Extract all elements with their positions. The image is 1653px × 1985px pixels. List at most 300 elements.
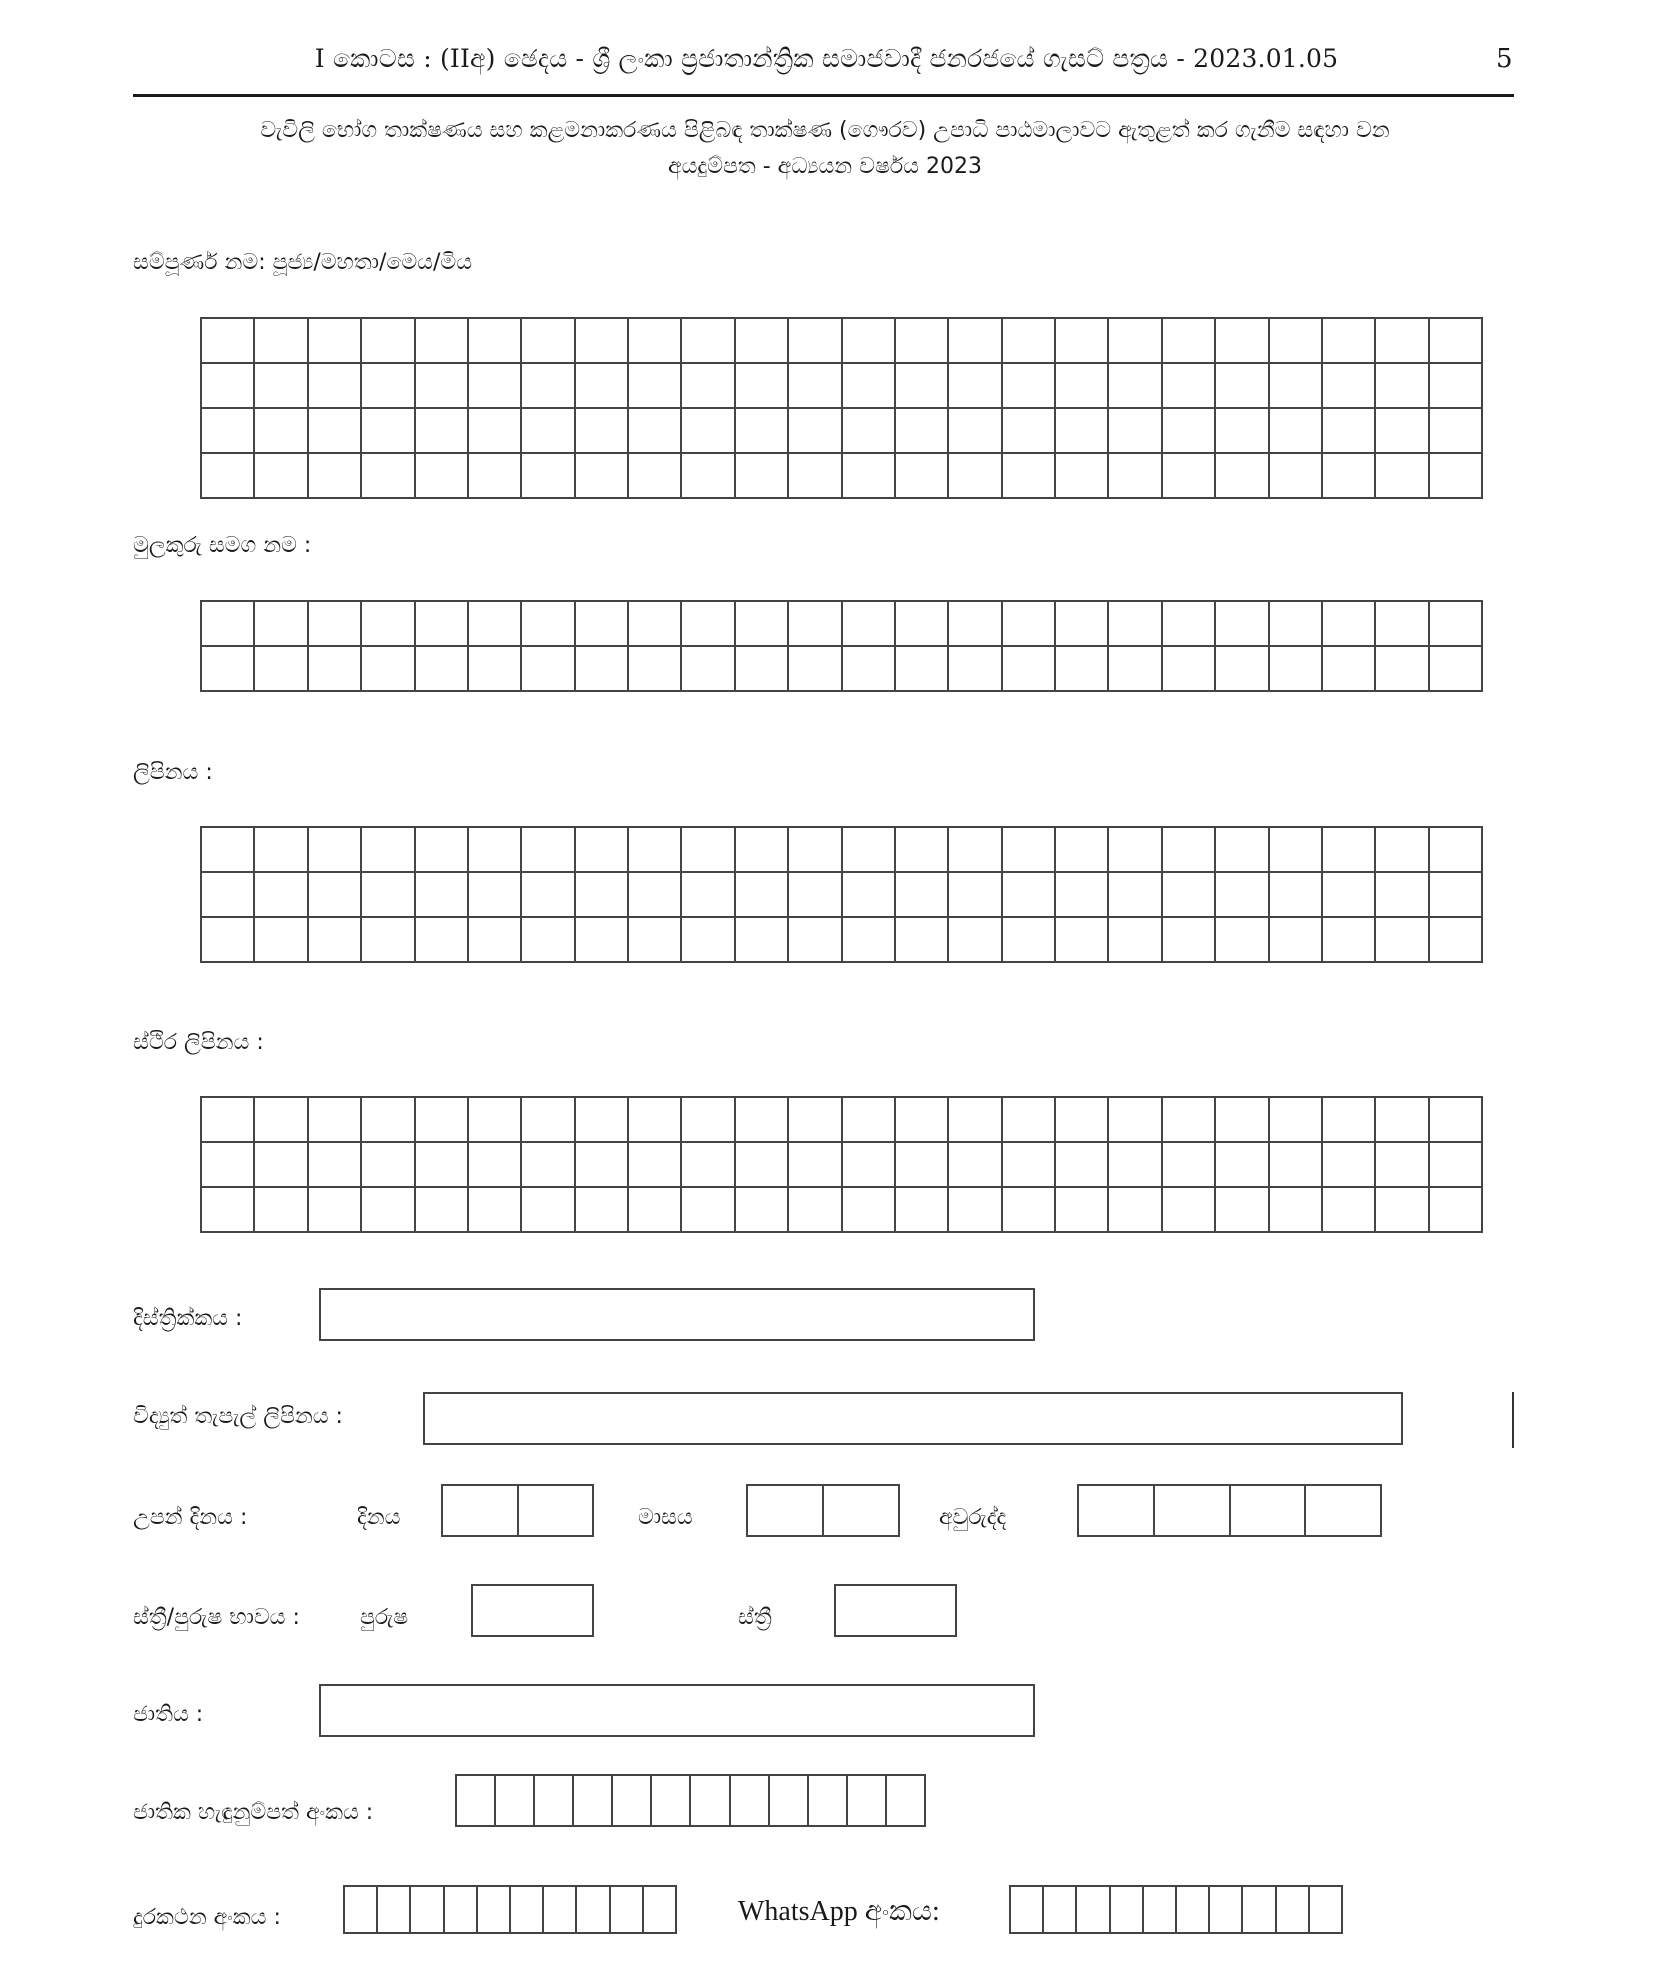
dob-year-digit[interactable] (1155, 1486, 1231, 1535)
char-box[interactable] (255, 828, 308, 873)
digit-box[interactable] (1243, 1887, 1276, 1932)
char-box[interactable] (896, 873, 949, 918)
char-box[interactable] (789, 602, 842, 647)
char-box[interactable] (1056, 364, 1109, 409)
char-box[interactable] (362, 319, 415, 364)
digit-box[interactable] (1044, 1887, 1077, 1932)
male-checkbox[interactable] (471, 1584, 594, 1637)
char-box[interactable] (416, 873, 469, 918)
email-field[interactable] (423, 1392, 1403, 1445)
char-box[interactable] (255, 647, 308, 692)
char-box[interactable] (1216, 1188, 1269, 1233)
char-box[interactable] (789, 873, 842, 918)
char-box[interactable] (1323, 319, 1376, 364)
digit-box[interactable] (691, 1776, 730, 1825)
char-box[interactable] (576, 647, 629, 692)
char-box[interactable] (469, 454, 522, 499)
char-box[interactable] (1430, 409, 1483, 454)
char-box[interactable] (1323, 454, 1376, 499)
char-box[interactable] (1163, 409, 1216, 454)
dob-day-digit[interactable] (443, 1486, 519, 1535)
char-box[interactable] (576, 319, 629, 364)
digit-box[interactable] (770, 1776, 809, 1825)
char-box[interactable] (576, 1098, 629, 1143)
char-box[interactable] (843, 918, 896, 963)
char-box[interactable] (309, 918, 362, 963)
char-box[interactable] (1270, 454, 1323, 499)
char-box[interactable] (576, 602, 629, 647)
char-box[interactable] (1430, 1098, 1483, 1143)
char-box[interactable] (843, 602, 896, 647)
char-box[interactable] (1270, 1098, 1323, 1143)
digit-box[interactable] (345, 1887, 378, 1932)
char-box[interactable] (1003, 918, 1056, 963)
char-box[interactable] (949, 873, 1002, 918)
char-box[interactable] (843, 828, 896, 873)
char-box[interactable] (1109, 1098, 1162, 1143)
char-box[interactable] (896, 319, 949, 364)
char-box[interactable] (949, 602, 1002, 647)
char-box[interactable] (1216, 1098, 1269, 1143)
char-box[interactable] (789, 647, 842, 692)
char-box[interactable] (1109, 602, 1162, 647)
char-box[interactable] (682, 828, 735, 873)
char-box[interactable] (309, 1143, 362, 1188)
char-box[interactable] (576, 828, 629, 873)
char-box[interactable] (1109, 454, 1162, 499)
char-box[interactable] (362, 873, 415, 918)
char-box[interactable] (1003, 454, 1056, 499)
digit-box[interactable] (478, 1887, 511, 1932)
char-box[interactable] (789, 1098, 842, 1143)
char-box[interactable] (1376, 602, 1429, 647)
char-box[interactable] (202, 364, 255, 409)
char-box[interactable] (1056, 319, 1109, 364)
char-box[interactable] (1430, 602, 1483, 647)
char-box[interactable] (843, 364, 896, 409)
char-box[interactable] (416, 1098, 469, 1143)
char-box[interactable] (1323, 828, 1376, 873)
char-box[interactable] (362, 1143, 415, 1188)
char-box[interactable] (309, 647, 362, 692)
char-box[interactable] (309, 828, 362, 873)
char-box[interactable] (416, 918, 469, 963)
char-box[interactable] (789, 1143, 842, 1188)
char-box[interactable] (416, 454, 469, 499)
digit-box[interactable] (731, 1776, 770, 1825)
char-box[interactable] (1056, 602, 1109, 647)
char-box[interactable] (1163, 647, 1216, 692)
char-box[interactable] (309, 1188, 362, 1233)
char-box[interactable] (1056, 1188, 1109, 1233)
char-box[interactable] (843, 647, 896, 692)
char-box[interactable] (202, 1143, 255, 1188)
char-box[interactable] (682, 1188, 735, 1233)
digit-box[interactable] (809, 1776, 848, 1825)
char-box[interactable] (362, 647, 415, 692)
char-box[interactable] (1270, 364, 1323, 409)
dob-month-boxes[interactable] (746, 1484, 900, 1537)
char-box[interactable] (202, 602, 255, 647)
char-box[interactable] (629, 1143, 682, 1188)
char-box[interactable] (1216, 918, 1269, 963)
char-box[interactable] (1323, 602, 1376, 647)
char-box[interactable] (576, 409, 629, 454)
char-box[interactable] (255, 1098, 308, 1143)
char-box[interactable] (1056, 647, 1109, 692)
char-box[interactable] (1430, 1143, 1483, 1188)
char-box[interactable] (469, 873, 522, 918)
char-box[interactable] (736, 918, 789, 963)
char-box[interactable] (1003, 409, 1056, 454)
char-box[interactable] (202, 409, 255, 454)
char-box[interactable] (255, 364, 308, 409)
char-box[interactable] (736, 319, 789, 364)
char-box[interactable] (1376, 1188, 1429, 1233)
char-box[interactable] (309, 364, 362, 409)
char-box[interactable] (522, 1188, 575, 1233)
char-box[interactable] (469, 828, 522, 873)
digit-box[interactable] (577, 1887, 610, 1932)
char-box[interactable] (576, 873, 629, 918)
char-box[interactable] (736, 364, 789, 409)
char-box[interactable] (469, 1143, 522, 1188)
char-box[interactable] (682, 918, 735, 963)
char-box[interactable] (949, 1188, 1002, 1233)
char-box[interactable] (522, 828, 575, 873)
char-box[interactable] (202, 1098, 255, 1143)
char-box[interactable] (1270, 1188, 1323, 1233)
char-box[interactable] (362, 602, 415, 647)
char-box[interactable] (1270, 602, 1323, 647)
dob-day-digit[interactable] (519, 1486, 593, 1535)
char-box[interactable] (736, 647, 789, 692)
char-box[interactable] (416, 647, 469, 692)
char-box[interactable] (736, 602, 789, 647)
char-box[interactable] (896, 647, 949, 692)
char-box[interactable] (629, 364, 682, 409)
char-box[interactable] (1216, 1143, 1269, 1188)
digit-box[interactable] (1177, 1887, 1210, 1932)
char-box[interactable] (362, 409, 415, 454)
char-box[interactable] (522, 873, 575, 918)
char-box[interactable] (789, 828, 842, 873)
char-box[interactable] (682, 1098, 735, 1143)
digit-box[interactable] (1077, 1887, 1110, 1932)
char-box[interactable] (202, 1188, 255, 1233)
char-box[interactable] (1376, 364, 1429, 409)
char-box[interactable] (416, 828, 469, 873)
char-box[interactable] (1376, 918, 1429, 963)
char-box[interactable] (469, 1188, 522, 1233)
char-box[interactable] (1376, 454, 1429, 499)
char-box[interactable] (522, 364, 575, 409)
char-box[interactable] (1163, 602, 1216, 647)
char-box[interactable] (896, 602, 949, 647)
char-box[interactable] (362, 1098, 415, 1143)
district-field[interactable] (319, 1288, 1035, 1341)
char-box[interactable] (629, 454, 682, 499)
char-box[interactable] (1376, 1098, 1429, 1143)
char-box[interactable] (309, 873, 362, 918)
char-box[interactable] (522, 647, 575, 692)
dob-year-boxes[interactable] (1077, 1484, 1382, 1537)
char-box[interactable] (309, 602, 362, 647)
char-box[interactable] (1430, 918, 1483, 963)
char-box[interactable] (896, 364, 949, 409)
char-box[interactable] (1056, 828, 1109, 873)
char-box[interactable] (1270, 647, 1323, 692)
char-box[interactable] (896, 918, 949, 963)
digit-box[interactable] (652, 1776, 691, 1825)
char-box[interactable] (1003, 1143, 1056, 1188)
char-box[interactable] (682, 454, 735, 499)
char-box[interactable] (629, 602, 682, 647)
digit-box[interactable] (613, 1776, 652, 1825)
dob-month-digit[interactable] (748, 1486, 824, 1535)
char-box[interactable] (682, 873, 735, 918)
digit-box[interactable] (574, 1776, 613, 1825)
char-box[interactable] (949, 647, 1002, 692)
char-box[interactable] (682, 319, 735, 364)
char-box[interactable] (1430, 647, 1483, 692)
char-box[interactable] (1163, 1143, 1216, 1188)
char-box[interactable] (1430, 319, 1483, 364)
char-box[interactable] (202, 454, 255, 499)
char-box[interactable] (416, 319, 469, 364)
char-box[interactable] (309, 454, 362, 499)
char-box[interactable] (1323, 1188, 1376, 1233)
char-box[interactable] (1430, 873, 1483, 918)
char-box[interactable] (309, 1098, 362, 1143)
char-box[interactable] (1270, 409, 1323, 454)
nic-boxes[interactable] (455, 1774, 926, 1827)
char-box[interactable] (1109, 409, 1162, 454)
char-box[interactable] (469, 364, 522, 409)
char-box[interactable] (1109, 873, 1162, 918)
char-box[interactable] (736, 1143, 789, 1188)
char-box[interactable] (309, 319, 362, 364)
char-box[interactable] (1216, 873, 1269, 918)
digit-box[interactable] (511, 1887, 544, 1932)
char-box[interactable] (1163, 1098, 1216, 1143)
char-box[interactable] (469, 602, 522, 647)
char-box[interactable] (1376, 1143, 1429, 1188)
char-box[interactable] (789, 319, 842, 364)
char-box[interactable] (362, 364, 415, 409)
char-box[interactable] (896, 1143, 949, 1188)
char-box[interactable] (949, 1098, 1002, 1143)
char-box[interactable] (1270, 828, 1323, 873)
char-box[interactable] (362, 454, 415, 499)
digit-box[interactable] (411, 1887, 444, 1932)
char-box[interactable] (522, 602, 575, 647)
char-box[interactable] (1003, 1188, 1056, 1233)
digit-box[interactable] (535, 1776, 574, 1825)
char-box[interactable] (682, 364, 735, 409)
char-box[interactable] (1163, 319, 1216, 364)
char-box[interactable] (1430, 364, 1483, 409)
char-box[interactable] (416, 1143, 469, 1188)
char-box[interactable] (1323, 647, 1376, 692)
char-box[interactable] (1216, 319, 1269, 364)
char-box[interactable] (1376, 873, 1429, 918)
char-box[interactable] (362, 918, 415, 963)
char-box[interactable] (843, 454, 896, 499)
digit-box[interactable] (378, 1887, 411, 1932)
full-name-grid[interactable] (200, 317, 1483, 499)
char-box[interactable] (255, 602, 308, 647)
char-box[interactable] (789, 409, 842, 454)
dob-year-digit[interactable] (1306, 1486, 1380, 1535)
char-box[interactable] (843, 1098, 896, 1143)
char-box[interactable] (949, 364, 1002, 409)
char-box[interactable] (255, 918, 308, 963)
char-box[interactable] (629, 828, 682, 873)
char-box[interactable] (255, 1143, 308, 1188)
char-box[interactable] (1270, 873, 1323, 918)
dob-year-digit[interactable] (1079, 1486, 1155, 1535)
char-box[interactable] (1270, 319, 1323, 364)
char-box[interactable] (416, 1188, 469, 1233)
char-box[interactable] (789, 918, 842, 963)
char-box[interactable] (362, 1188, 415, 1233)
char-box[interactable] (469, 409, 522, 454)
char-box[interactable] (1323, 873, 1376, 918)
char-box[interactable] (1003, 364, 1056, 409)
char-box[interactable] (1323, 918, 1376, 963)
char-box[interactable] (843, 319, 896, 364)
char-box[interactable] (522, 1098, 575, 1143)
char-box[interactable] (522, 319, 575, 364)
char-box[interactable] (576, 1143, 629, 1188)
dob-month-digit[interactable] (824, 1486, 898, 1535)
char-box[interactable] (522, 454, 575, 499)
digit-box[interactable] (1210, 1887, 1243, 1932)
char-box[interactable] (1003, 602, 1056, 647)
char-box[interactable] (629, 409, 682, 454)
char-box[interactable] (629, 918, 682, 963)
char-box[interactable] (1376, 647, 1429, 692)
char-box[interactable] (1163, 364, 1216, 409)
char-box[interactable] (469, 319, 522, 364)
char-box[interactable] (1163, 873, 1216, 918)
char-box[interactable] (789, 364, 842, 409)
char-box[interactable] (629, 1188, 682, 1233)
char-box[interactable] (1109, 1188, 1162, 1233)
char-box[interactable] (1003, 873, 1056, 918)
char-box[interactable] (896, 828, 949, 873)
char-box[interactable] (255, 409, 308, 454)
char-box[interactable] (629, 319, 682, 364)
char-box[interactable] (1109, 319, 1162, 364)
char-box[interactable] (522, 918, 575, 963)
dob-year-digit[interactable] (1231, 1486, 1307, 1535)
char-box[interactable] (949, 828, 1002, 873)
digit-box[interactable] (457, 1776, 496, 1825)
char-box[interactable] (202, 918, 255, 963)
nationality-field[interactable] (319, 1684, 1035, 1737)
char-box[interactable] (1056, 918, 1109, 963)
digit-box[interactable] (496, 1776, 535, 1825)
char-box[interactable] (469, 647, 522, 692)
digit-box[interactable] (1111, 1887, 1144, 1932)
char-box[interactable] (202, 828, 255, 873)
char-box[interactable] (1056, 409, 1109, 454)
digit-box[interactable] (1310, 1887, 1341, 1932)
char-box[interactable] (736, 873, 789, 918)
char-box[interactable] (1216, 409, 1269, 454)
char-box[interactable] (1323, 409, 1376, 454)
char-box[interactable] (1003, 319, 1056, 364)
digit-box[interactable] (1011, 1887, 1044, 1932)
female-checkbox[interactable] (834, 1584, 957, 1637)
char-box[interactable] (1430, 454, 1483, 499)
char-box[interactable] (1056, 454, 1109, 499)
char-box[interactable] (1376, 828, 1429, 873)
char-box[interactable] (202, 319, 255, 364)
char-box[interactable] (576, 918, 629, 963)
char-box[interactable] (1056, 873, 1109, 918)
char-box[interactable] (1109, 918, 1162, 963)
char-box[interactable] (1109, 364, 1162, 409)
char-box[interactable] (1163, 454, 1216, 499)
char-box[interactable] (255, 1188, 308, 1233)
char-box[interactable] (1323, 364, 1376, 409)
char-box[interactable] (1163, 1188, 1216, 1233)
phone-boxes[interactable] (343, 1885, 677, 1934)
char-box[interactable] (576, 364, 629, 409)
char-box[interactable] (843, 409, 896, 454)
char-box[interactable] (309, 409, 362, 454)
digit-box[interactable] (848, 1776, 887, 1825)
char-box[interactable] (522, 409, 575, 454)
char-box[interactable] (416, 409, 469, 454)
digit-box[interactable] (644, 1887, 675, 1932)
char-box[interactable] (896, 1098, 949, 1143)
char-box[interactable] (629, 873, 682, 918)
char-box[interactable] (896, 409, 949, 454)
char-box[interactable] (1109, 1143, 1162, 1188)
char-box[interactable] (1216, 828, 1269, 873)
char-box[interactable] (202, 647, 255, 692)
char-box[interactable] (576, 454, 629, 499)
char-box[interactable] (1163, 918, 1216, 963)
char-box[interactable] (1376, 409, 1429, 454)
digit-box[interactable] (887, 1776, 924, 1825)
initials-name-grid[interactable] (200, 600, 1483, 692)
char-box[interactable] (789, 454, 842, 499)
char-box[interactable] (469, 918, 522, 963)
char-box[interactable] (896, 1188, 949, 1233)
char-box[interactable] (682, 1143, 735, 1188)
char-box[interactable] (1216, 364, 1269, 409)
char-box[interactable] (736, 1188, 789, 1233)
digit-box[interactable] (1277, 1887, 1310, 1932)
char-box[interactable] (1056, 1143, 1109, 1188)
permanent-address-grid[interactable] (200, 1096, 1483, 1233)
char-box[interactable] (1430, 828, 1483, 873)
char-box[interactable] (1163, 828, 1216, 873)
digit-box[interactable] (1144, 1887, 1177, 1932)
char-box[interactable] (736, 828, 789, 873)
char-box[interactable] (522, 1143, 575, 1188)
char-box[interactable] (736, 1098, 789, 1143)
char-box[interactable] (1270, 918, 1323, 963)
char-box[interactable] (1376, 319, 1429, 364)
char-box[interactable] (416, 364, 469, 409)
char-box[interactable] (629, 647, 682, 692)
